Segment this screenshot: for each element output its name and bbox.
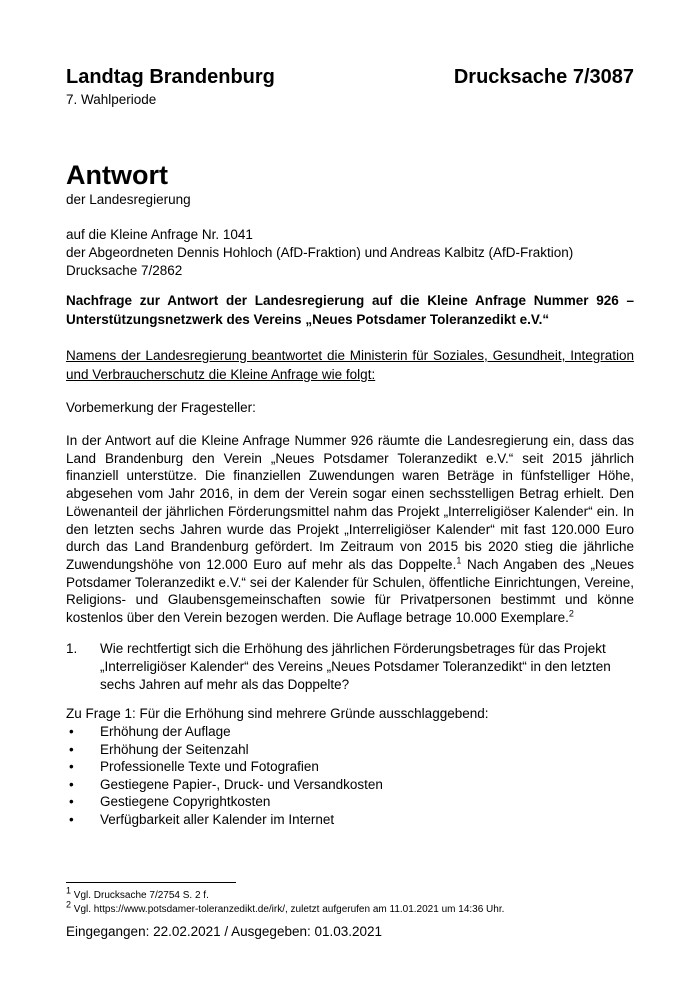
preliminary-remark-label: Vorbemerkung der Fragesteller: — [66, 400, 256, 415]
receipt-dates: Eingegangen: 22.02.2021 / Ausgegeben: 01.03.2021 — [66, 924, 383, 939]
reference-line: der Abgeordneten Dennis Hohloch (AfD-Fraktion) und Andreas Kalbitz (AfD-Fraktion) — [66, 245, 574, 260]
inquiry-subject: Nachfrage zur Antwort der Landesregierung auf die Kleine Anfrage Nummer 926 – Unterstützungsnetzwerk des Vereins „Neues Potsdamer Toleranzedikt e.V.“ — [66, 293, 634, 327]
footnote-divider — [66, 882, 236, 883]
preliminary-text: Nach Angaben des „Neues Potsdamer Toleranzedikt e.V.“ sei der Kalender für Schulen, öffentliche Einrichtungen, Vereine, Religions- und Glaubensgemeinschaften sowie für Privatpersonen bestimmt und könne kostenlos über den Verein bezogen werden. Die Auflage betrage 10.000 Exemplare. — [66, 556, 634, 626]
preliminary-text: In der Antwort auf die Kleine Anfrage Nummer 926 räumte die Landesregierung ein, dass das Land Brandenburg den Verein „Neues Potsdamer Toleranzedikt e.V.“ seit 2015 jährlich finanziell unterstütze. Die finanziellen Zuwendungen waren Beträge in fünfstelliger Höhe, abgesehen vom Jahr 2016, in dem der Verein sogar einen sechsstelligen Betrag erhielt. Den Löwenanteil der jährlichen Förderungsmittel nahm das Projekt „Interreligiöser Kalender“ ein. In den letzten sechs Jahren wurde das Projekt „Interreligiöser Kalender“ mit fast 120.000 Euro durch das Land Brandenburg gefördert. Im Zeitraum von 2015 bis 2020 stieg die jährliche Zuwendungshöhe von 12.000 Euro auf mehr als das Doppelte. — [66, 433, 634, 572]
question-number: 1. — [66, 641, 78, 656]
parliament-name: Landtag Brandenburg — [66, 66, 275, 88]
bullet-icon: • — [69, 776, 74, 792]
list-item-text: Gestiegene Papier-, Druck- und Versandkosten — [100, 776, 383, 792]
list-item-text: Erhöhung der Auflage — [100, 724, 231, 739]
inquiry-reference — [66, 226, 573, 280]
reference-line: Drucksache 7/2862 — [66, 263, 183, 278]
list-item — [66, 741, 634, 759]
footnote-1 — [66, 885, 209, 901]
list-item — [66, 776, 634, 794]
legislative-period: 7. Wahlperiode — [66, 92, 157, 107]
footnote-text: Vgl. Drucksache 7/2754 S. 2 f. — [71, 890, 209, 901]
question-text: Wie rechtfertigt sich die Erhöhung des jährlichen Förderungsbetrages für das Projekt „Interreligiöser Kalender“ des Vereins „Neues Potsdamer Toleranzedikt“ in den letzten sechs Jahren auf mehr als das Doppelte? — [100, 641, 611, 692]
list-item — [66, 758, 634, 776]
list-item-text: Professionelle Texte und Fotografien — [100, 759, 319, 774]
footnote-text: Vgl. https://www.potsdamer-toleranzedikt.de/irk/, zuletzt aufgerufen am 11.01.2021 um 14:36 Uhr. — [71, 904, 505, 915]
document-header — [66, 66, 634, 92]
footnote-mark: 1 — [66, 885, 72, 896]
footnote-reference: 2 — [568, 608, 574, 619]
reasons-list — [66, 723, 634, 828]
bullet-icon: • — [69, 794, 74, 809]
page-subtitle: der Landesregierung — [66, 192, 191, 207]
bullet-icon: • — [69, 759, 74, 774]
list-item — [66, 723, 634, 741]
preliminary-remark — [66, 432, 634, 627]
answer-1-intro: Zu Frage 1: Für die Erhöhung sind mehrere Gründe ausschlaggebend: — [66, 706, 489, 721]
document-number: Drucksache 7/3087 — [453, 66, 634, 88]
list-item-text: Verfügbarkeit aller Kalender im Internet — [100, 811, 335, 827]
list-item-text: Erhöhung der Seitenzahl — [100, 741, 249, 757]
list-item — [66, 811, 634, 829]
list-item-text: Gestiegene Copyrightkosten — [100, 794, 271, 809]
bullet-icon: • — [69, 724, 74, 739]
page-title: Antwort — [66, 160, 168, 190]
list-item — [66, 793, 634, 811]
bullet-icon: • — [69, 741, 74, 757]
reference-line: auf die Kleine Anfrage Nr. 1041 — [66, 227, 253, 242]
footnote-mark: 2 — [66, 899, 72, 910]
bullet-icon: • — [69, 811, 74, 827]
answer-introduction: Namens der Landesregierung beantwortet die Ministerin für Soziales, Gesundheit, Integration und Verbraucherschutz die Kleine Anfrage wie folgt: — [66, 348, 634, 382]
footnote-2 — [66, 899, 505, 915]
footnote-reference: 1 — [456, 555, 462, 566]
